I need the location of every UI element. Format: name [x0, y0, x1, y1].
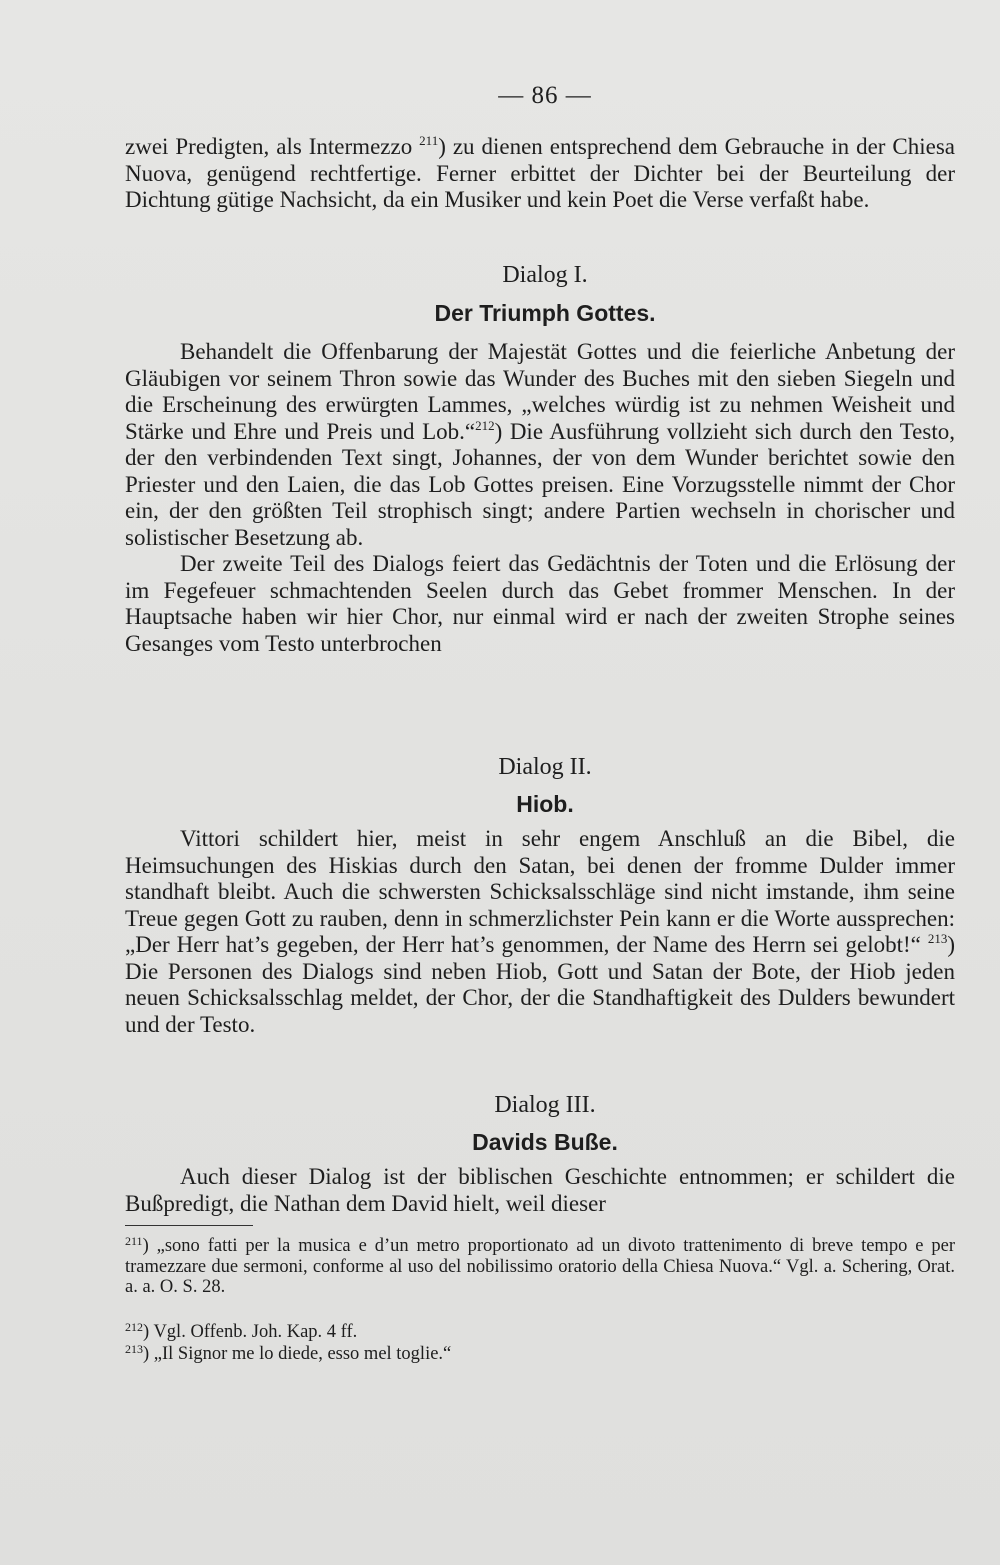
- page-number: — 86 —: [498, 82, 592, 109]
- footnote-211: [125, 1236, 955, 1298]
- footnote-ref-212: 212: [475, 417, 495, 433]
- dialog-3-paragraph-block: [125, 1164, 955, 1217]
- heading-dialog-1: Dialog I.: [502, 262, 588, 288]
- dialog-3-paragraph: Auch dieser Dialog ist der biblischen Geschichte entnommen; er schildert die Bußpredigt, die Nathan dem David hielt, weil dieser: [125, 1164, 955, 1216]
- dialog-1-paragraph-block: [125, 339, 955, 657]
- footnote-number-212: 212: [125, 1320, 143, 1334]
- dialog-1-text-a: Behandelt die Offenbarung der Majestät Gottes und die feierliche Anbetung der Gläubigen vor seinem Thron sowie das Wunder des Buches mit den sieben Siegeln und die Erscheinung des erwürgten Lammes, „welches würdig ist zu nehmen Weisheit und Stärke und Ehre und Preis und Lob.“: [125, 339, 955, 444]
- footnote-number-213: 213: [125, 1342, 143, 1356]
- footnote-ref-213: 213: [927, 931, 948, 946]
- footnote-text-213: ) „Il Signor me lo diede, esso mel toglie.“: [143, 1344, 452, 1364]
- intro-paragraph-block: [125, 134, 955, 214]
- footnote-ref-211: 211: [419, 133, 439, 148]
- heading-title-1: Der Triumph Gottes.: [434, 300, 656, 326]
- footnote-text-211: ) „sono fatti per la musica e d’un metro proportionato ad un divoto trattenimento di breve tempo e per tramezzare due sermoni, conforme al uso del nobilissimo oratorio della Chiesa Nuova.“ Vgl. a. Schering, Orat. a. a. O. S. 28.: [125, 1236, 955, 1297]
- dialog-2-text-a: Vittori schildert hier, meist in sehr engem Anschluß an die Bibel, die Heimsuchungen des Hiskias durch den Satan, bei denen der fromme Dulder immer standhaft bleibt. Auch die schwersten Schicksalsschläge sind nicht imstande, ihm seine Treue gegen Gott zu rauben, denn in schmerzlichster Pein kann er die Worte aussprechen: „Der Herr hat’s gegeben, der Herr hat’s genommen, der Name des Herrn sei gelobt!“: [125, 826, 955, 957]
- intro-text-rest: ) zu dienen entsprechend dem Gebrauche in der Chiesa Nuova, genügend rechtfertige. Ferner erbittet der Dichter bei der Beurteilung der Dichtung gütige Nachsicht, da ein Musiker und kein Poet die Verse verfaßt habe.: [125, 134, 955, 212]
- heading-dialog-3: Dialog III.: [494, 1092, 596, 1118]
- intro-paragraph: [125, 134, 955, 214]
- footnote-text-212: ) Vgl. Offenb. Joh. Kap. 4 ff.: [143, 1322, 358, 1342]
- dialog-2-text-b: ) Die Personen des Dialogs sind neben Hiob, Gott und Satan der Bote, der Hiob jeden neuen Schicksalsschlag meldet, der Chor, der die Standhaftigkeit des Dulders bewundert und der Testo.: [125, 932, 956, 1037]
- heading-title-2: Hiob.: [516, 791, 574, 817]
- footnote-divider: [125, 1225, 253, 1226]
- dialog-2-paragraph: [125, 826, 955, 1038]
- dialog-1-paragraph-2: Der zweite Teil des Dialogs feiert das Gedächtnis der Toten und die Erlösung der im Fegefeuer schmachtenden Seelen durch das Gebet frommer Menschen. In der Hauptsache haben wir hier Chor, nur einmal wird er nach der zweiten Strophe seines Gesanges vom Testo unterbrochen: [125, 551, 955, 656]
- heading-dialog-2: Dialog II.: [498, 754, 592, 780]
- dialog-1-paragraph-1: [125, 339, 955, 551]
- dialog-2-paragraph-block: [125, 826, 955, 1038]
- heading-title-3: Davids Buße.: [472, 1129, 618, 1155]
- footnote-number-211: 211: [125, 1234, 143, 1248]
- footnote-213: [125, 1344, 955, 1365]
- dialog-1-text-b: ) Die Ausführung vollzieht sich durch den Testo, der den verbindenden Text singt, Johannes, der von dem Wunder berichtet sowie den Priester und den Laien, die das Lob Gottes preisen. Eine Vorzugsstelle nimmt der Chor ein, der den größten Teil strophisch singt; andere Partien wechseln in chorischer und solistischer Besetzung ab.: [125, 418, 955, 550]
- intro-text: zwei Predigten, als Intermezzo: [125, 134, 413, 159]
- footnote-212: [125, 1322, 955, 1343]
